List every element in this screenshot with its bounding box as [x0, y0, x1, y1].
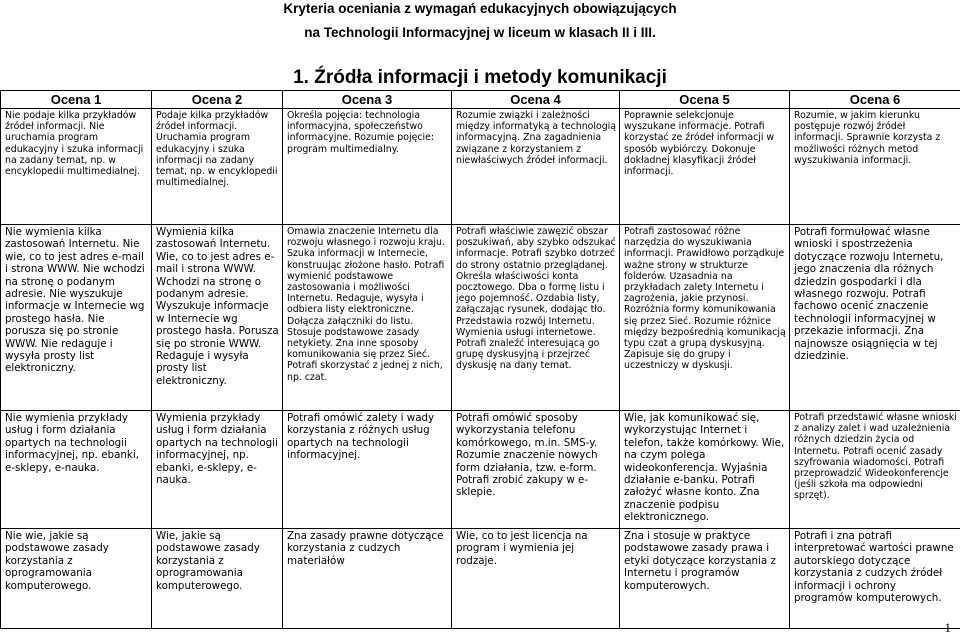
table-cell: Wie, jakie są podstawowe zasady korzystania z oprogramowania komputerowego.: [152, 529, 283, 629]
table-cell: Nie wie, jakie są podstawowe zasady korzystania z oprogramowania komputerowego.: [1, 529, 152, 629]
table-cell: Poprawnie selekcjonuje wyszukane informacje. Potrafi korzystać ze źródeł informacji w sposób wybiórczy. Dokonuje dokładnej klasyfikacji źródeł informacji.: [620, 109, 790, 225]
table-row: [1, 109, 960, 225]
table-cell: Potrafi omówić zalety i wady korzystania z różnych usług opartych na technologii informacyjnej.: [283, 411, 452, 529]
header-grade-3: Ocena 3: [283, 91, 452, 109]
table-row: [1, 411, 960, 529]
table-cell: Omawia znaczenie Internetu dla rozwoju własnego i rozwoju kraju. Szuka informacji w Internecie, konstruując złożone hasło. Potrafi wymienić podstawowe zastosowania i możliwości Internetu. Redaguje, wysyła i odbiera listy elektroniczne. Dołącza załączniki do listu. Stosuje podstawowe zasady netykiety. Zna inne sposoby komunikowania się przez Sieć. Potrafi skorzystać z jednej z nich, np. czat.: [283, 225, 452, 411]
table-cell: Potrafi właściwie zawęzić obszar poszukiwań, aby szybko odszukać informacje. Potrafi szybko dotrzeć do strony ostatnio przeglądanej. Określa właściwości konta pocztowego. Dba o formę listu i jego pojemność. Ozdabia listy, załączając rysunek, dodając tło. Przedstawia rozwój Internetu. Wymienia usługi internetowe. Potrafi znaleźć interesującą go grupę dyskusyjną i przejrzeć dyskusję na dany temat.: [452, 225, 620, 411]
table-row: [1, 529, 960, 629]
grading-table: [0, 90, 960, 629]
table-cell: Podaje kilka przykładów źródeł informacji. Uruchamia program edukacyjny i szuka informacji na zadany temat, np. w encyklopedii multimedialnej.: [152, 109, 283, 225]
header-grade-1: Ocena 1: [1, 91, 152, 109]
table-cell: Wie, co to jest licencja na program i wymienia jej rodzaje.: [452, 529, 620, 629]
table-cell: Zna zasady prawne dotyczące korzystania z cudzych materiałów: [283, 529, 452, 629]
table-cell: Nie wymienia przykłady usług i form działania opartych na technologii informacyjnej, np. ebanki, e-sklepy, e-nauka.: [1, 411, 152, 529]
document-subtitle: na Technologii Informacyjnej w liceum w klasach II i III.: [304, 25, 656, 40]
table-cell: Potrafi przedstawić własne wnioski z analizy zalet i wad uzależnienia różnych dziedzin życia od Internetu. Potrafi ocenić zasady szyfrowania wiadomości. Potrafi przeprowadzić Wideokonferencje (jeśli szkoła ma odpowiedni sprzęt).: [790, 411, 960, 529]
table-cell: Rozumie związki i zależności między informatyką a technologią informacyjną. Zna zagadnienia związane z korzystaniem z niewłaściwych źródeł informacji.: [452, 109, 620, 225]
table-cell: Zna i stosuje w praktyce podstawowe zasady prawa i etyki dotyczące korzystania z Internetu i programów komputerowych.: [620, 529, 790, 629]
document-title: Kryteria oceniania z wymagań edukacyjnych obowiązujących: [283, 1, 677, 16]
header-grade-6: Ocena 6: [790, 91, 960, 109]
page-number: 1: [944, 620, 951, 635]
section-title: 1. Źródła informacji i metody komunikacji: [293, 67, 667, 88]
table-cell: Wymienia przykłady usług i form działania opartych na technologii informacyjnej, np. ebanki, e-sklepy, e-nauka.: [152, 411, 283, 529]
header-grade-5: Ocena 5: [620, 91, 790, 109]
table-cell: Wymienia kilka zastosowań Internetu. Wie, co to jest adres e-mail i strona WWW. Wchodzi na stronę o podanym adresie. Wyszukuje informacje w Internecie wg prostego hasła. Porusza się po stronie WWW. Redaguje i wysyła prosty list elektroniczny.: [152, 225, 283, 411]
table-cell: Potrafi zastosować różne narzędzia do wyszukiwania informacji. Prawidłowo porządkuje ważne strony w strukturze folderów. Uzasadnia na przykładach zalety Internetu i zagrożenia, jakie przynosi. Rozróżnia formy komunikowania się przez Sieć. Rozumie różnice między bezpośrednią komunikacją typu czat a grupą dyskusyjną. Zapisuje się do grupy i uczestniczy w dyskusji.: [620, 225, 790, 411]
table-cell: Określa pojęcia: technologia informacyjna, społeczeństwo informacyjne. Rozumie pojęcie: program multimedialny.: [283, 109, 452, 225]
header-row: [1, 91, 960, 109]
table-cell: Potrafi omówić sposoby wykorzystania telefonu komórkowego, m.in. SMS-y. Rozumie znaczenie nowych form działania, tzw. e-form. Potrafi zrobić zakupy w e-sklepie.: [452, 411, 620, 529]
table-row: [1, 225, 960, 411]
header-grade-2: Ocena 2: [152, 91, 283, 109]
table-cell: Wie, jak komunikować się, wykorzystując Internet i telefon, także komórkowy. Wie, na czym polega wideokonferencja. Wyjaśnia działanie e-banku. Potrafi założyć własne konto. Zna znaczenie podpisu elektronicznego.: [620, 411, 790, 529]
table-cell: Nie wymienia kilka zastosowań Internetu. Nie wie, co to jest adres e-mail i strona WWW. Nie wchodzi na stronę o podanym adresie. Nie wyszukuje informacje w Internecie wg prostego hasła. Nie porusza się po stronie WWW. Nie redaguje i wysyła prosty list elektroniczny.: [1, 225, 152, 411]
table-cell: Potrafi i zna potrafi interpretować wartości prawne autorskiego dotyczące korzystania z cudzych źródeł informacji i ochrony programów komputerowych.: [790, 529, 960, 629]
table-cell: Nie podaje kilka przykładów źródeł informacji. Nie uruchamia program edukacyjny i szuka informacji na zadany temat, np. w encyklopedii multimedialnej.: [1, 109, 152, 225]
table-cell: Rozumie, w jakim kierunku postępuje rozwój źródeł informacji. Sprawnie korzysta z możliwości różnych metod wyszukiwania informacji.: [790, 109, 960, 225]
header-grade-4: Ocena 4: [452, 91, 620, 109]
table-cell: Potrafi formułować własne wnioski i spostrzeżenia dotyczące rozwoju Internetu, jego znaczenia dla różnych dziedzin gospodarki i dla własnego rozwoju. Potrafi fachowo ocenić znaczenie technologii informacyjnej w przekazie informacji. Zna najnowsze osiągnięcia w tej dziedzinie.: [790, 225, 960, 411]
